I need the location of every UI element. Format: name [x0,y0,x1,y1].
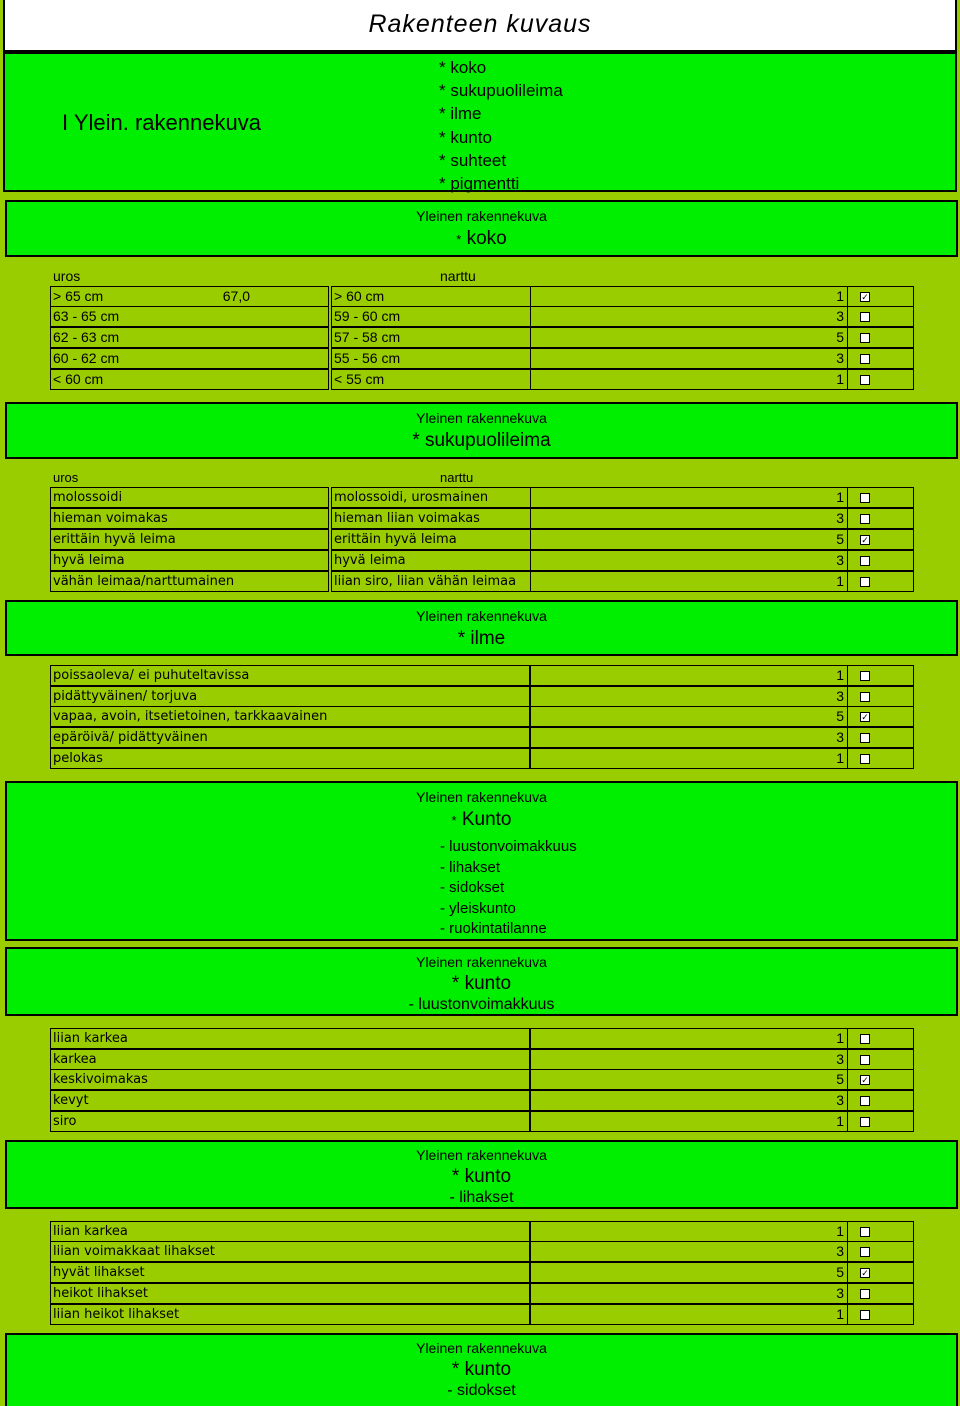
score-cell: 3 [530,1049,848,1070]
checkbox-cell [847,686,914,707]
section-title: * sukupuolileima [412,430,551,451]
score-cell: 1 [530,748,848,769]
checkbox-unchecked[interactable] [860,754,870,764]
checkbox-cell [847,306,914,327]
table-cell-male [50,508,329,529]
section-title-text: Kunto [461,809,512,830]
section-title: * kunto [451,973,512,994]
checkbox-cell [847,1304,914,1325]
section-subtitle: Yleinen rakennekuva [416,954,547,970]
checkbox-checked[interactable]: ✓ [861,1075,869,1085]
checkbox-unchecked[interactable] [860,375,870,385]
cell-label: molossoidi [53,490,123,505]
section-subtitle: Yleinen rakennekuva [416,410,547,426]
cell-label: > 65 cm [53,288,104,304]
table-cell-female: molossoidi, urosmainen [331,487,531,508]
star-mark: * [456,232,462,247]
checkbox-checked[interactable]: ✓ [861,292,869,302]
score-cell: 5 [530,529,848,550]
table-cell-label: liian karkea [50,1221,530,1242]
checkbox-cell [847,348,914,369]
star-mark: * [451,813,457,828]
intro-label: I Ylein. rakennekuva [62,110,261,135]
intro-item: * pigmentti [439,174,520,194]
table-cell-label: vapaa, avoin, itsetietoinen, tarkkaavainen [50,706,530,727]
kunto-topic-list [440,837,577,940]
checkbox-cell [847,529,914,550]
checkbox-unchecked[interactable] [860,1227,870,1237]
table-cell-male [50,327,329,348]
checkbox-cell [847,1028,914,1049]
cell-label: < 60 cm [53,371,104,387]
checkbox-cell [847,550,914,571]
table-cell-label: poissaoleva/ ei puhuteltavissa [50,665,530,686]
checkbox-unchecked[interactable] [860,1289,870,1299]
score-cell: 3 [530,1241,848,1262]
checkbox-unchecked[interactable] [860,312,870,322]
cell-label: hyvä leima [53,553,125,568]
table-cell-female: 57 - 58 cm [331,327,531,348]
section-subtitle: Yleinen rakennekuva [416,1147,547,1163]
score-cell: 3 [530,550,848,571]
checkbox-unchecked[interactable] [860,671,870,681]
score-cell: 5 [530,1069,848,1090]
section-header-luusto [5,947,958,1016]
score-cell: 1 [530,1111,848,1132]
table-cell-label: pidättyväinen/ torjuva [50,686,530,707]
score-cell: 1 [530,369,848,390]
checkbox-cell [847,1241,914,1262]
checkbox-cell [847,1221,914,1242]
checkbox-unchecked[interactable] [860,733,870,743]
score-cell: 3 [530,306,848,327]
cell-label: vähän leimaa/narttumainen [53,574,235,589]
table-cell-label: keskivoimakas [50,1069,530,1090]
checkbox-checked[interactable]: ✓ [861,712,869,722]
section-header-ilme [5,600,958,656]
column-header-male: uros [53,268,81,284]
checkbox-checked[interactable]: ✓ [861,1268,869,1278]
kunto-topic: - lihakset [440,858,501,876]
table-cell-female: 59 - 60 cm [331,306,531,327]
section-topic: - sidokset [447,1382,516,1399]
section-title: * kunto [451,1359,512,1380]
table-cell-male [50,529,329,550]
checkbox-cell [847,1262,914,1283]
kunto-topic: - luustonvoimakkuus [440,838,577,855]
section-header-lihakset [5,1140,958,1209]
table-cell-female: hyvä leima [331,550,531,571]
section-title-text: koko [466,228,507,249]
table-cell-label: liian heikot lihakset [50,1304,530,1325]
cell-label: hieman voimakas [53,511,168,526]
table-cell-label: liian voimakkaat lihakset [50,1241,530,1262]
checkbox-unchecked[interactable] [860,577,870,587]
checkbox-cell [847,327,914,348]
checkbox-cell [847,369,914,390]
section-header-kunto-intro [5,781,958,941]
checkbox-cell [847,665,914,686]
score-cell: 1 [530,1028,848,1049]
intro-item: * ilme [439,104,482,124]
section-topic: - luustonvoimakkuus [408,996,555,1013]
section-header-koko [5,200,958,257]
checkbox-unchecked[interactable] [860,514,870,524]
checkbox-unchecked[interactable] [860,1247,870,1257]
intro-item: * kunto [439,127,492,147]
section-subtitle: Yleinen rakennekuva [416,1340,547,1356]
checkbox-cell [847,1069,914,1090]
table-cell-female: erittäin hyvä leima [331,529,531,550]
score-cell: 3 [530,686,848,707]
checkbox-unchecked[interactable] [860,1034,870,1044]
kunto-topic: - sidokset [440,879,505,897]
intro-item: * koko [439,58,487,77]
checkbox-cell [847,748,914,769]
table-cell-female: 55 - 56 cm [331,348,531,369]
table-cell-label: liian karkea [50,1028,530,1049]
checkbox-unchecked[interactable] [860,1310,870,1320]
section-subtitle: Yleinen rakennekuva [416,208,547,224]
section-subtitle: Yleinen rakennekuva [416,608,547,624]
page-title: Rakenteen kuvaus [368,10,592,38]
checkbox-unchecked[interactable] [860,556,870,566]
checkbox-cell [847,1283,914,1304]
score-cell: 1 [530,286,848,307]
score-cell: 1 [530,1304,848,1325]
cell-label: 60 - 62 cm [53,350,120,366]
section-header-leima [5,402,958,459]
checkbox-cell [847,1111,914,1132]
checkbox-unchecked[interactable] [860,493,870,503]
score-cell: 5 [530,706,848,727]
score-cell: 3 [530,1283,848,1304]
column-header-female: narttu [440,268,476,284]
table-cell-male [50,306,329,327]
section-title [7,809,956,831]
score-cell: 1 [530,665,848,686]
cell-label: 63 - 65 cm [53,308,120,324]
table-cell-male [50,369,329,390]
table-cell-label: pelokas [50,748,530,769]
table-cell-label: siro [50,1111,530,1132]
score-cell: 3 [530,1090,848,1111]
score-cell: 1 [530,571,848,592]
checkbox-cell [847,286,914,307]
section-title: * kunto [451,1166,512,1187]
table-cell-male [50,550,329,571]
checkbox-checked[interactable]: ✓ [861,535,869,545]
cell-label: erittäin hyvä leima [53,532,176,547]
kunto-topic: - ruokintatilanne [440,920,547,938]
table-cell-male [50,286,329,307]
intro-item: * suhteet [439,150,507,170]
score-cell: 5 [530,327,848,348]
checkbox-unchecked[interactable] [860,692,870,702]
table-cell-label: kevyt [50,1090,530,1111]
checkbox-unchecked[interactable] [860,333,870,343]
table-cell-label: epäröivä/ pidättyväinen [50,727,530,748]
score-cell: 3 [530,508,848,529]
intro-item: * sukupuolileima [439,81,563,101]
checkbox-cell [847,706,914,727]
checkbox-unchecked[interactable] [860,1096,870,1106]
checkbox-unchecked[interactable] [860,1117,870,1127]
table-cell-female: > 60 cm [331,286,531,307]
score-cell: 1 [530,1221,848,1242]
intro-list [439,56,563,195]
table-cell-label: hyvät lihakset [50,1262,530,1283]
checkbox-cell [847,1090,914,1111]
kunto-topic: - yleiskunto [440,899,516,917]
checkbox-cell [847,571,914,592]
table-cell-male [50,348,329,369]
table-cell-male [50,487,329,508]
column-header-female: narttu [440,470,474,485]
cell-label: 62 - 63 cm [53,329,120,345]
checkbox-cell [847,487,914,508]
title-bar [3,0,957,52]
score-cell: 5 [530,1262,848,1283]
table-cell-label: heikot lihakset [50,1283,530,1304]
checkbox-cell [847,727,914,748]
section-title: * ilme [457,628,506,649]
table-cell-female: hieman liian voimakas [331,508,531,529]
section-subtitle: Yleinen rakennekuva [416,789,547,805]
section-topic: - lihakset [449,1189,514,1206]
checkbox-cell [847,508,914,529]
checkbox-cell [847,1049,914,1070]
section-header-sidokset [5,1333,958,1406]
column-header-male: uros [53,470,79,485]
checkbox-unchecked[interactable] [860,354,870,364]
table-cell-label: karkea [50,1049,530,1070]
checkbox-unchecked[interactable] [860,1055,870,1065]
score-cell: 3 [530,348,848,369]
section-title [7,228,956,250]
score-cell: 3 [530,727,848,748]
score-cell: 1 [530,487,848,508]
measured-value: 67,0 [222,288,250,304]
intro-panel [3,52,957,192]
table-cell-female: liian siro, liian vähän leimaa [331,571,531,592]
table-cell-female: < 55 cm [331,369,531,390]
table-cell-male [50,571,329,592]
